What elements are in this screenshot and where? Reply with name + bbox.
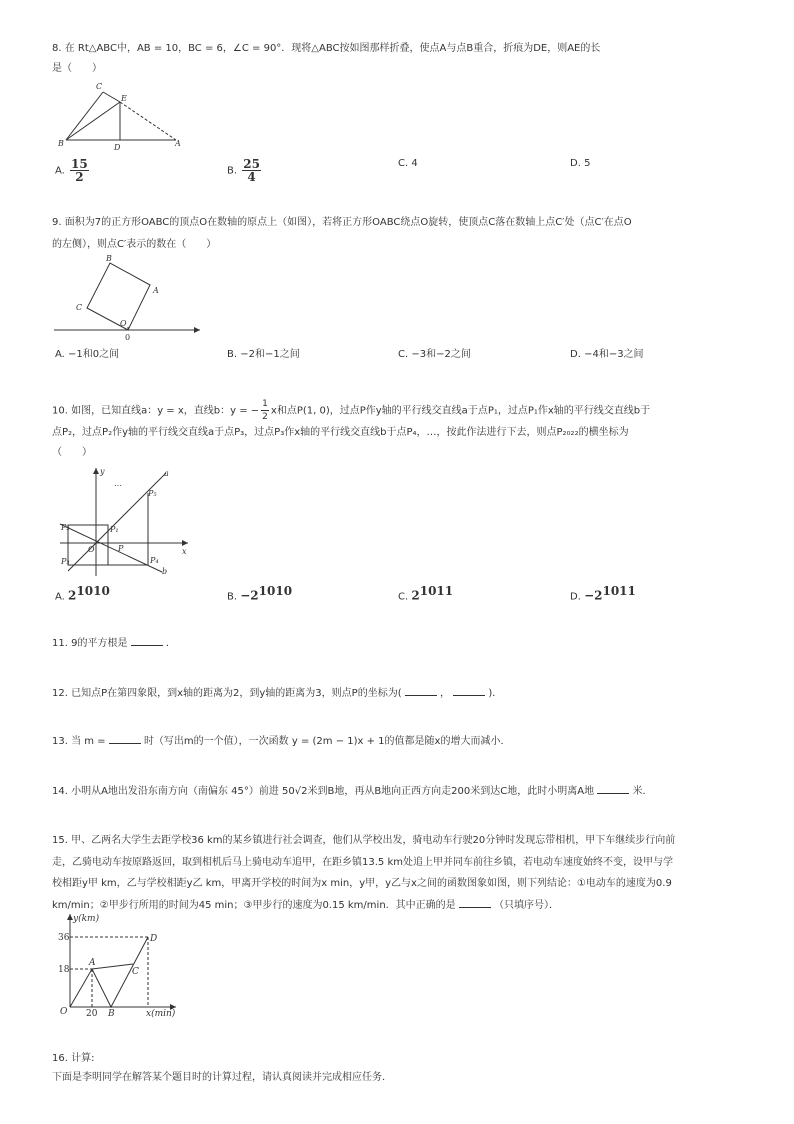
q10-option-c[interactable]: C. $2^{1011}$: [398, 584, 454, 603]
q10-label-p4: P₄: [150, 556, 159, 565]
q11-answer-blank[interactable]: [131, 636, 163, 646]
q15-label-d: D: [150, 934, 158, 944]
q9-square-figure: [54, 253, 204, 343]
q11-line: 11. 9的平方根是 ．: [52, 638, 176, 649]
q10-label-p5: P₅: [148, 489, 157, 498]
q12-answer-blank-x[interactable]: [405, 686, 437, 696]
q10-label-o: O: [88, 545, 95, 554]
q9-option-b[interactable]: B. −2和−1之间: [227, 349, 300, 360]
q14-answer-blank[interactable]: [597, 784, 629, 794]
q8-label-e: E: [121, 94, 127, 103]
q15-line4: km/min；②甲步行所用的时间为45 min；③甲步行的速度为0.15 km/min．其中正确的是 （只填序号）．: [52, 900, 560, 911]
q10-lines-figure: [58, 466, 193, 578]
q15-line2: 走，乙骑电动车按原路返回，取到相机后马上骑电动车追甲，在距乡镇13.5 km处追上甲并同车前往乡镇，若电动车速度始终不变，设甲与学: [52, 857, 673, 868]
q15-tick-18: 18: [58, 965, 70, 975]
q9-line2: 的左侧），则点C′表示的数在（ ）: [52, 239, 217, 250]
q9-option-a[interactable]: A. −1和0之间: [55, 349, 120, 360]
q10-option-d[interactable]: D. $-2^{1011}$: [570, 584, 636, 603]
q10-option-b[interactable]: B. $-2^{1010}$: [227, 584, 293, 603]
q9-line1: 9. 面积为7的正方形OABC的顶点O在数轴的原点上（如图），若将正方形OABC绕点O旋转，使顶点C落在数轴上点C′处（点C′在点O: [52, 217, 632, 228]
q9-label-zero: 0: [125, 333, 131, 342]
q10-label-b: b: [162, 567, 168, 576]
q8-option-b[interactable]: B. $\frac{25}{4}$: [227, 157, 260, 184]
q10-label-y: y: [100, 467, 105, 476]
q10-option-a[interactable]: A. $2^{1010}$: [55, 584, 110, 603]
q9-label-b: B: [106, 254, 112, 263]
q13-answer-blank[interactable]: [109, 734, 141, 744]
q15-label-c: C: [132, 967, 139, 977]
q8-label-a: A: [175, 139, 181, 148]
q8-label-c: C: [96, 82, 103, 91]
q10-label-ellipsis: …: [114, 479, 122, 488]
q10-label-p3: P₃: [61, 557, 70, 566]
q14-line: 14. 小明从A地出发沿东南方向（南偏东 45°）前进 50√2米到B地，再从B地向正西方向走200米到达C地，此时小明离A地 米．: [52, 786, 653, 797]
q15-answer-blank[interactable]: [459, 898, 491, 908]
q15-xlabel: x(min): [146, 1009, 176, 1019]
q8-option-c[interactable]: C. 4: [398, 158, 418, 169]
q8-line1: 8. 在 Rt△ABC中，AB = 10，BC = 6，∠C = 90°．现将△ABC按如图那样折叠，使点A与点B重合，折痕为DE，则AE的长: [52, 43, 601, 54]
q15-line3: 校相距y甲 km，乙与学校相距y乙 km，甲离开学校的时间为x min，y甲，y乙与x之间的函数图象如图，则下列结论：①电动车的速度为0.9: [52, 878, 672, 889]
q15-graph-figure: [58, 912, 188, 1017]
q9-label-a: A: [153, 286, 159, 295]
q9-option-d[interactable]: D. −4和−3之间: [570, 349, 644, 360]
q9-label-c: C: [76, 303, 83, 312]
q10-line1: 10. 如图，已知直线a：y = x，直线b：y = − $\frac{1}{2}$ x和点P(1, 0)，过点P作y轴的平行线交直线a于点P₁，过点P₁作x轴的平行线交直线b于: [52, 399, 651, 422]
q15-tick-20: 20: [86, 1009, 98, 1019]
q13-line: 13. 当 m = 时（写出m的一个值），一次函数 y = (2m − 1)x + 1的值都是随x的增大而减小．: [52, 736, 511, 747]
q8-label-b: B: [58, 139, 64, 148]
q12-line: 12. 已知点P在第四象限，到x轴的距离为2，到y轴的距离为3，则点P的坐标为( ， )．: [52, 688, 503, 699]
q8-option-a[interactable]: A. $\frac{15}{2}$: [55, 157, 88, 184]
q16-line1: 16. 计算:: [52, 1053, 95, 1064]
q10-label-p1: P₁: [110, 525, 119, 534]
q15-line1: 15. 甲、乙两名大学生去距学校36 km的某乡镇进行社会调查，他们从学校出发，骑电动车行驶20分钟时发现忘带相机，甲下车继续步行向前: [52, 835, 676, 846]
q12-answer-blank-y[interactable]: [453, 686, 485, 696]
q10-label-p: P: [118, 544, 124, 553]
q15-label-b: B: [108, 1009, 115, 1019]
q15-label-a: A: [89, 958, 96, 968]
q8-label-d: D: [114, 143, 121, 152]
q9-label-o: O: [120, 319, 127, 328]
q10-label-x: x: [182, 547, 187, 556]
q10-label-a: a: [164, 469, 169, 478]
q8-option-d[interactable]: D. 5: [570, 158, 591, 169]
q15-label-o: O: [60, 1007, 68, 1017]
q16-line2: 下面是李明同学在解答某个题目时的计算过程，请认真阅读并完成相应任务．: [52, 1072, 392, 1083]
q9-option-c[interactable]: C. −3和−2之间: [398, 349, 471, 360]
q15-ylabel: y(km): [73, 914, 100, 924]
q15-tick-36: 36: [58, 933, 70, 943]
q8-line2: 是（ ）: [52, 63, 102, 74]
q10-line3: （ ）: [52, 447, 92, 458]
q8-triangle-figure: [58, 80, 188, 150]
q10-label-p2: P₂: [61, 523, 70, 532]
q10-line2: 点P₂，过点P₂作y轴的平行线交直线a于点P₃，过点P₃作x轴的平行线交直线b于点P₄，…，按此作法进行下去，则点P₂₀₂₂的横坐标为: [52, 427, 629, 438]
